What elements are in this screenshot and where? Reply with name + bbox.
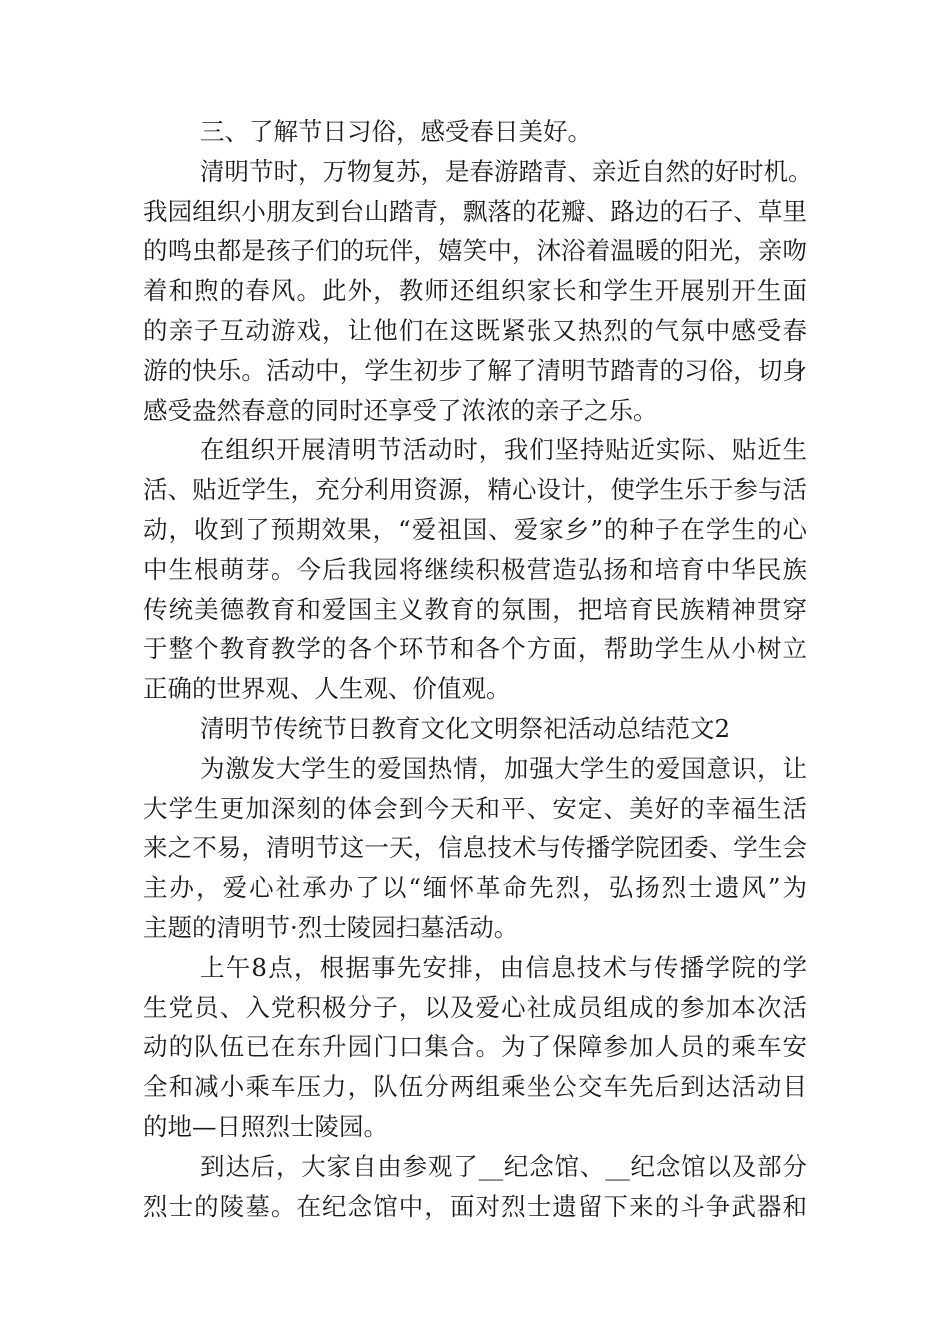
paragraph-line: 的鸣虫都是孩子们的玩伴，嬉笑中，沐浴着温暖的阳光，亲吻: [143, 236, 807, 266]
paragraph-line: 我园组织小朋友到台山踏青，飘落的花瓣、路边的石子、草里: [143, 196, 807, 226]
section-heading: 三、了解节日习俗，感受春日美好。: [200, 117, 592, 146]
paragraph-line: 的地—日照烈士陵园。: [143, 1111, 388, 1141]
paragraph-line: 到达后，大家自由参观了__纪念馆、__纪念馆以及部分: [200, 1151, 807, 1181]
paragraph-line: 全和减小乘车压力，队伍分两组乘坐公交车先后到达活动目: [143, 1072, 807, 1102]
article-title: 清明节传统节日教育文化文明祭祀活动总结范文2: [200, 713, 731, 743]
paragraph-line: 活、贴近学生，充分利用资源，精心设计，使学生乐于参与活: [143, 475, 807, 505]
paragraph-line: 正确的世界观、人生观、价值观。: [143, 674, 511, 704]
paragraph-line: 游的快乐。活动中，学生初步了解了清明节踏青的习俗，切身: [143, 355, 807, 385]
paragraph-line: 在组织开展清明节活动时，我们坚持贴近实际、贴近生: [200, 435, 807, 465]
document-body: [143, 112, 813, 1226]
paragraph-line: 于整个教育教学的各个环节和各个方面，帮助学生从小树立: [143, 634, 807, 664]
paragraph-line: 动，收到了预期效果，“爱祖国、爱家乡”的种子在学生的心: [143, 514, 807, 544]
paragraph-line: 大学生更加深刻的体会到今天和平、安定、美好的幸福生活: [143, 793, 807, 823]
paragraph-line: 主题的清明节·烈士陵园扫墓活动。: [143, 912, 519, 942]
paragraph-line: 来之不易，清明节这一天，信息技术与传播学院团委、学生会: [143, 833, 807, 863]
paragraph-line: 的亲子互动游戏，让他们在这既紧张又热烈的气氛中感受春: [143, 315, 807, 345]
paragraph-line: 着和煦的春风。此外，教师还组织家长和学生开展别开生面: [143, 276, 807, 306]
paragraph-line: 传统美德教育和爱国主义教育的氛围，把培育民族精神贯穿: [143, 594, 807, 624]
paragraph-line: 感受盎然春意的同时还享受了浓浓的亲子之乐。: [143, 395, 658, 425]
paragraph-line: 清明节时，万物复苏，是春游踏青、亲近自然的好时机。: [200, 156, 813, 186]
paragraph-line: 中生根萌芽。今后我园将继续积极营造弘扬和培育中华民族: [143, 554, 807, 584]
paragraph-line: 动的队伍已在东升园门口集合。为了保障参加人员的乘车安: [143, 1032, 807, 1062]
paragraph-line: 主办，爱心社承办了以“缅怀革命先烈，弘扬烈士遗风”为: [143, 873, 807, 903]
paragraph-line: 为激发大学生的爱国热情，加强大学生的爱国意识，让: [200, 753, 807, 783]
paragraph-line: 烈士的陵墓。在纪念馆中，面对烈士遗留下来的斗争武器和: [143, 1191, 807, 1221]
paragraph-line: 上午8点，根据事先安排，由信息技术与传播学院的学: [200, 952, 807, 982]
paragraph-line: 生党员、入党积极分子，以及爱心社成员组成的参加本次活: [143, 992, 807, 1022]
